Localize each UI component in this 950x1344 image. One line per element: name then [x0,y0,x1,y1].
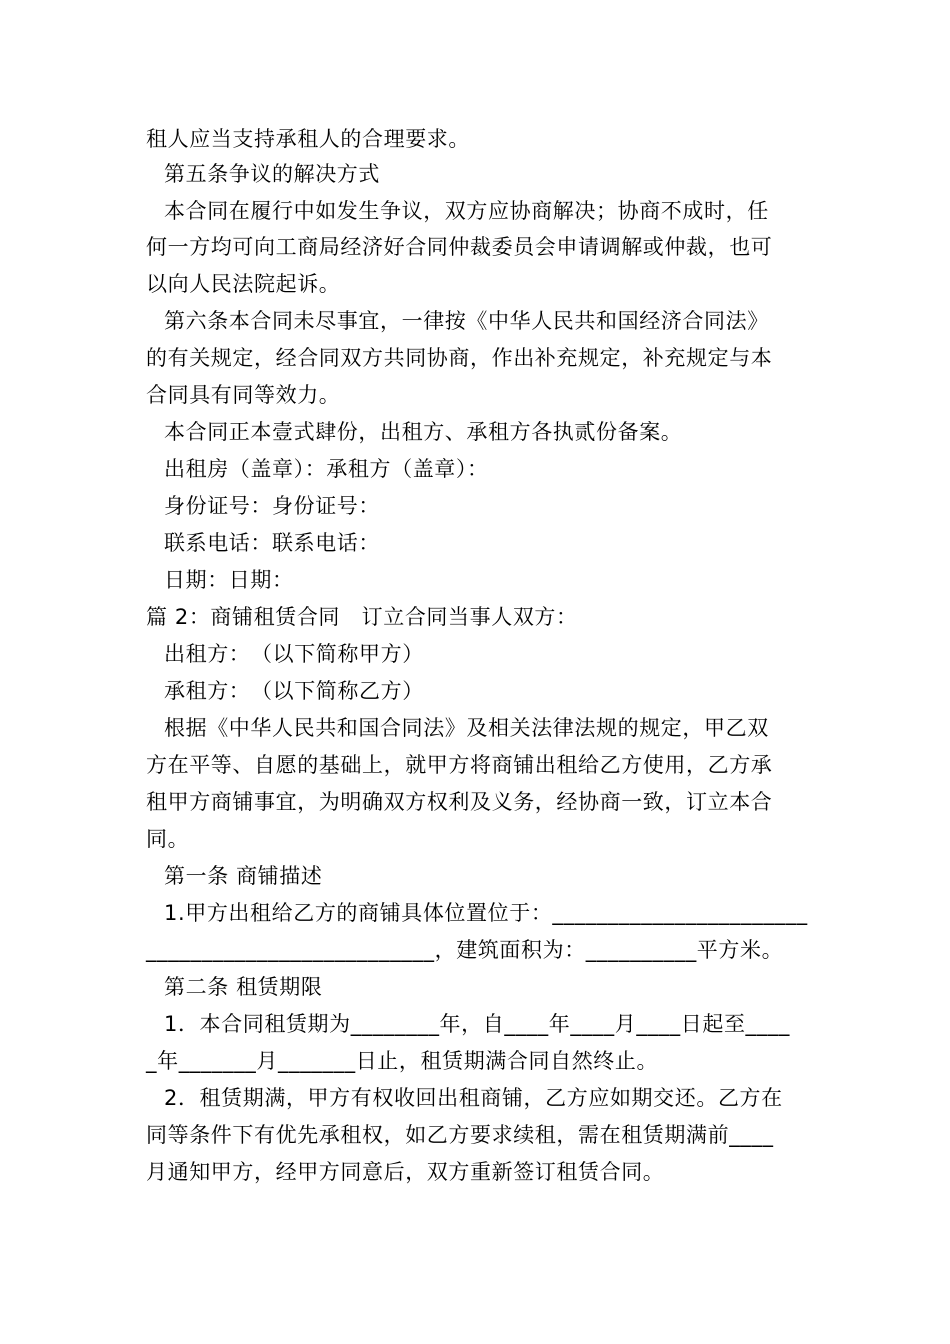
text-line: 根据《中华人民共和国合同法》及相关法律法规的规定，甲乙双 [164,716,769,740]
text-line: 同。 [146,827,190,851]
text-line: 以向人民法院起诉。 [146,272,341,296]
text-line: 月通知甲方，经甲方同意后，双方重新签订租赁合同。 [146,1160,665,1184]
signature-line: 联系电话：联系电话： [164,531,380,555]
text-line: 本合同正本壹式肆份，出租方、承租方各执贰份备案。 [164,420,683,444]
text-line: 租甲方商铺事宜，为明确双方权利及义务，经协商一致，订立本合 [146,790,773,814]
party-line: 承租方： （以下简称乙方） [164,679,424,703]
text-line: 2．租赁期满，甲方有权收回出租商铺，乙方应如期交还。乙方在 [164,1086,783,1110]
contract-title: 篇 2：商铺租赁合同 订立合同当事人双方： [146,605,578,629]
signature-line: 出租房（盖章）：承租方（盖章）： [164,457,489,481]
text-line: 租人应当支持承租人的合理要求。 [146,127,470,151]
signature-line: 身份证号：身份证号： [164,494,380,518]
text-line: 1．本合同租赁期为________年，自____年____月____日起至____ [164,1012,790,1036]
section-heading: 第二条 租赁期限 [164,975,323,999]
text-line: __________________________，建筑面积为：__________平方米。 [146,938,784,962]
party-line: 出租方： （以下简称甲方） [164,642,424,666]
section-heading: 第五条争议的解决方式 [164,162,380,186]
text-line: 同等条件下有优先承租权，如乙方要求续租，需在租赁期满前____ [146,1123,774,1147]
text-line: _年_______月_______日止，租赁期满合同自然终止。 [146,1049,659,1073]
text-line: 方在平等、自愿的基础上，就甲方将商铺出租给乙方使用，乙方承 [146,753,773,777]
text-line: 1.甲方出租给乙方的商铺具体位置位于：_______________________ [164,901,808,925]
text-line: 合同具有同等效力。 [146,383,341,407]
text-line: 的有关规定，经合同双方共同协商，作出补充规定，补充规定与本 [146,346,773,370]
text-line: 何一方均可向工商局经济好合同仲裁委员会申请调解或仲裁，也可 [146,235,773,259]
section-heading: 第一条 商铺描述 [164,864,323,888]
text-line: 第六条本合同未尽事宜，一律按《中华人民共和国经济合同法》 [164,309,769,333]
signature-line: 日期：日期： [164,568,294,592]
text-line: 本合同在履行中如发生争议，双方应协商解决；协商不成时，任 [164,199,769,223]
